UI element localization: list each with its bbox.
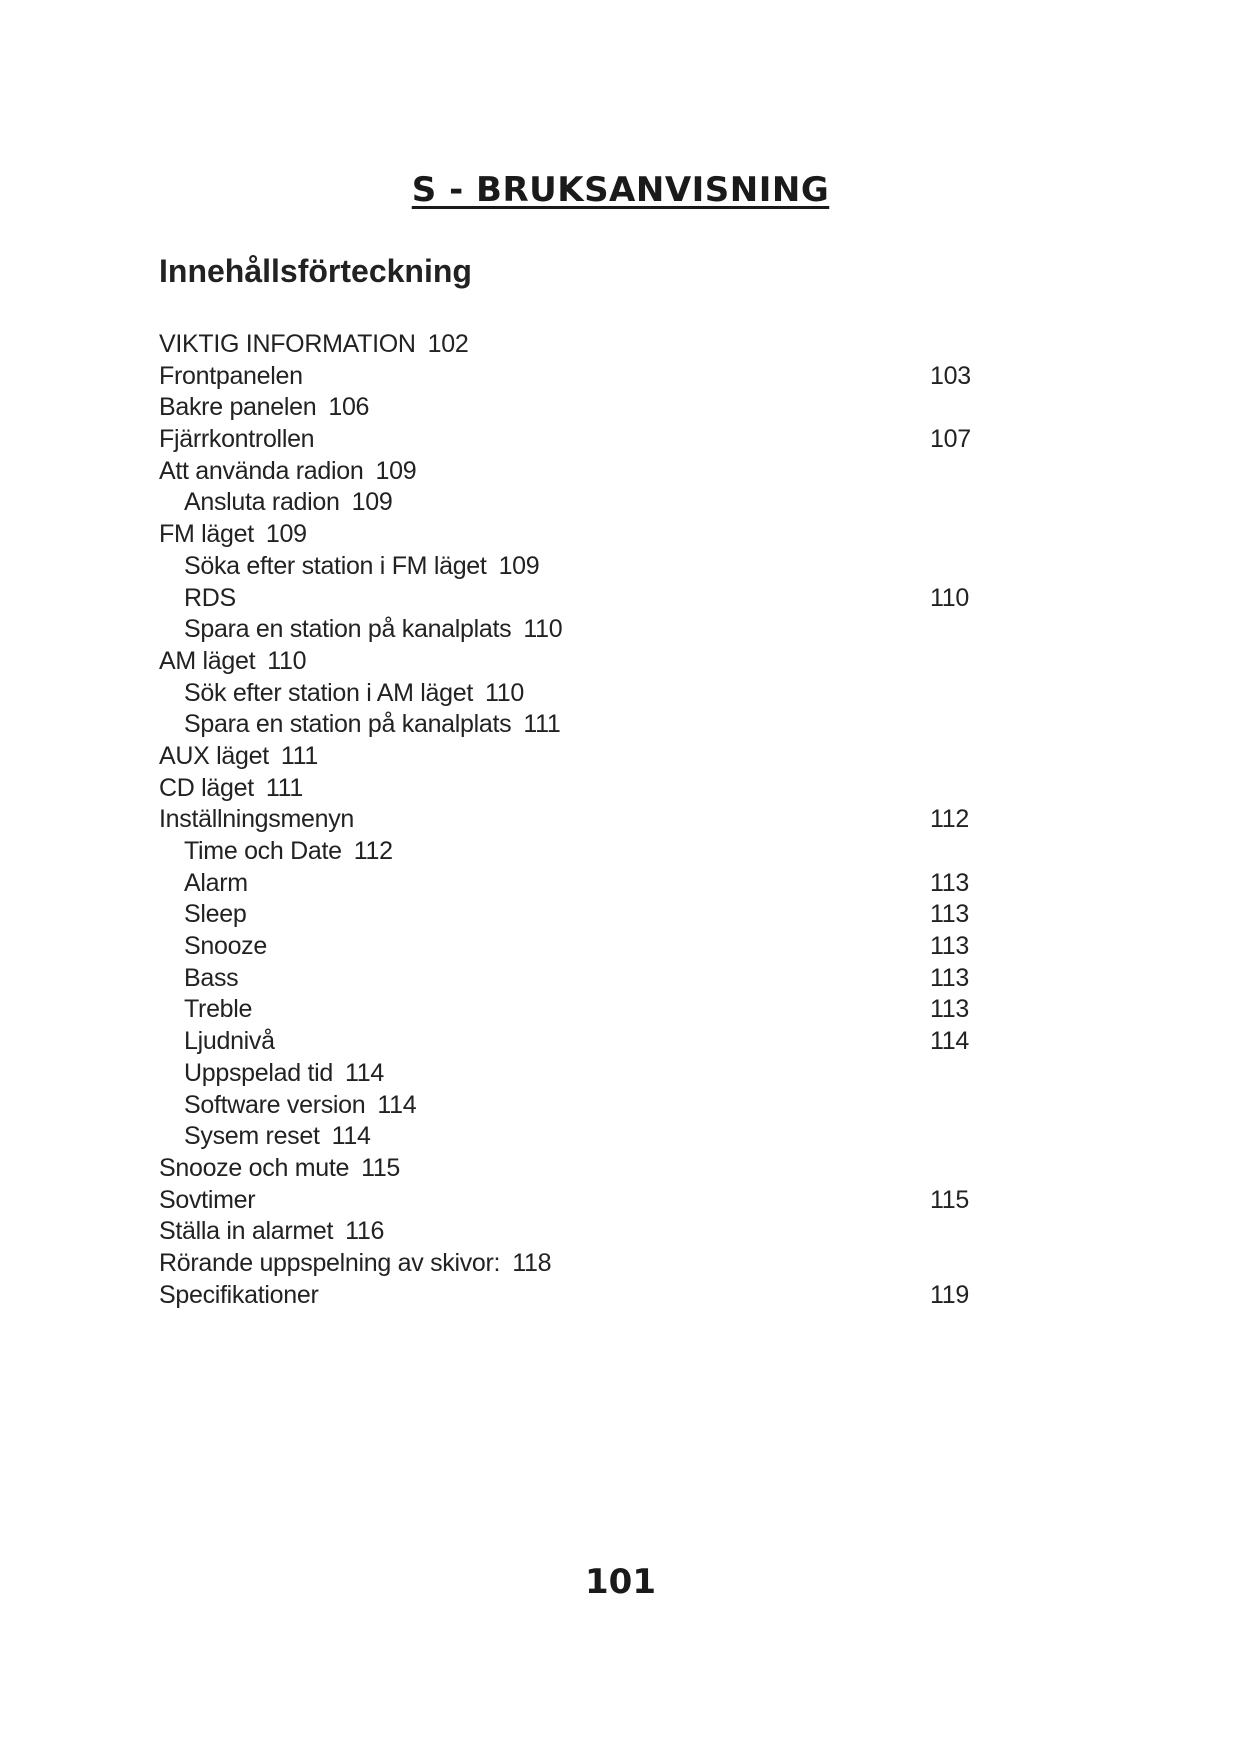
toc-entry[interactable]: [159, 678, 979, 710]
toc-entry-page: 111: [265, 773, 303, 802]
page-heading: S - BRUKSANVISNING: [411, 170, 830, 210]
toc-entry-page: 114: [331, 1122, 371, 1151]
toc-entry-title: Inställningsmenyn: [159, 805, 355, 834]
toc-entry-page: 109: [498, 551, 540, 580]
toc-entry[interactable]: [159, 614, 979, 646]
toc-entry-title: AM läget: [159, 646, 256, 675]
toc-entry-title: Alarm: [184, 868, 248, 897]
toc-entry-page: 103: [930, 361, 971, 390]
toc-entry-page: 110: [484, 678, 524, 707]
toc-entry-page: 112: [353, 837, 393, 865]
toc-entry-title: Spara en station på kanalplats: [184, 615, 512, 644]
toc-entry-page: 114: [930, 1027, 969, 1056]
toc-entry-page: 113: [930, 900, 969, 929]
toc-entry[interactable]: [159, 804, 979, 836]
toc-entry-title: RDS: [184, 583, 236, 612]
toc-entry-title: Söka efter station i FM läget: [184, 551, 487, 580]
toc-entry[interactable]: [159, 646, 979, 678]
toc-entry[interactable]: [159, 931, 979, 963]
toc-entry-title: Specifikationer: [159, 1280, 319, 1309]
toc-entry-title: Ljudnivå: [184, 1027, 275, 1056]
toc-entry-page: 118: [512, 1248, 552, 1277]
toc-entry[interactable]: [159, 1026, 979, 1058]
toc-entry-title: Uppspelad tid: [184, 1058, 333, 1087]
toc-entry-title: CD läget: [159, 773, 254, 802]
toc-entry[interactable]: [159, 1090, 979, 1122]
toc-entry[interactable]: [159, 741, 979, 773]
toc-entry-page: 116: [345, 1217, 385, 1246]
toc-entry[interactable]: [159, 519, 979, 551]
toc-entry-title: Bass: [184, 963, 239, 992]
toc-entry[interactable]: [159, 1248, 979, 1280]
toc-entry-title: Treble: [184, 995, 253, 1024]
toc-entry[interactable]: [159, 392, 979, 424]
toc-entry-page: 112: [930, 805, 969, 834]
toc-entry-page: 111: [523, 710, 561, 739]
toc-entry[interactable]: [159, 361, 979, 393]
toc-entry-title: Att använda radion: [159, 456, 364, 485]
toc-entry-title: Snooze: [184, 932, 267, 961]
toc-entry-page: 114: [377, 1090, 417, 1119]
toc-entry[interactable]: [159, 836, 979, 868]
toc-entry-page: 119: [930, 1280, 969, 1309]
toc-entry-page: 106: [328, 393, 370, 422]
toc-entry[interactable]: [159, 1216, 979, 1248]
toc-entry-title: Sleep: [184, 900, 247, 929]
toc-entry-title: Ansluta radion: [184, 488, 340, 517]
toc-entry-title: Rörande uppspelning av skivor:: [159, 1248, 501, 1277]
toc-entry-title: AUX läget: [159, 741, 269, 770]
toc-entry-title: FM läget: [159, 520, 254, 549]
table-of-contents: [159, 329, 979, 1311]
toc-entry-page: 111: [280, 741, 318, 770]
toc-entry[interactable]: [159, 709, 979, 741]
toc-entry[interactable]: [159, 963, 979, 995]
toc-entry-page: 110: [523, 615, 563, 644]
toc-entry-page: 113: [930, 932, 969, 961]
toc-entry-title: Sovtimer: [159, 1185, 256, 1214]
toc-entry[interactable]: [159, 1121, 979, 1153]
toc-entry-page: 114: [344, 1058, 384, 1087]
toc-entry-title: Time och Date: [184, 837, 342, 865]
toc-entry[interactable]: [159, 487, 979, 519]
toc-entry-page: 109: [265, 520, 307, 549]
toc-entry[interactable]: [159, 329, 979, 361]
toc-entry-title: Frontpanelen: [159, 361, 303, 390]
toc-title: Innehållsförteckning: [159, 253, 472, 289]
toc-entry-title: VIKTIG INFORMATION: [159, 330, 416, 358]
toc-entry-page: 115: [361, 1153, 401, 1182]
page-number: 101: [585, 1562, 656, 1602]
toc-entry[interactable]: [159, 1280, 979, 1312]
toc-entry-title: Sök efter station i AM läget: [184, 678, 473, 707]
toc-entry[interactable]: [159, 1185, 979, 1217]
toc-entry-title: Snooze och mute: [159, 1153, 350, 1182]
toc-entry-title: Ställa in alarmet: [159, 1217, 334, 1246]
toc-entry[interactable]: [159, 868, 979, 900]
toc-entry-page: 113: [930, 963, 969, 992]
toc-entry[interactable]: [159, 583, 979, 615]
toc-entry[interactable]: [159, 1058, 979, 1090]
toc-entry-page: 110: [930, 583, 969, 612]
toc-entry-page: 109: [351, 488, 393, 517]
toc-entry-title: Bakre panelen: [159, 393, 317, 422]
toc-entry[interactable]: [159, 424, 979, 456]
toc-entry[interactable]: [159, 773, 979, 805]
toc-entry[interactable]: [159, 1153, 979, 1185]
toc-entry-page: 110: [267, 646, 307, 675]
toc-entry[interactable]: [159, 994, 979, 1026]
toc-entry[interactable]: [159, 899, 979, 931]
toc-entry-page: 107: [930, 425, 971, 454]
toc-entry[interactable]: [159, 456, 979, 488]
toc-entry-page: 109: [375, 456, 417, 485]
toc-entry-page: 113: [930, 868, 969, 897]
toc-entry-title: Fjärrkontrollen: [159, 425, 315, 454]
toc-entry-title: Software version: [184, 1090, 366, 1119]
toc-entry-title: Spara en station på kanalplats: [184, 710, 512, 739]
toc-entry-title: Sysem reset: [184, 1122, 320, 1151]
toc-entry-page: 102: [427, 330, 469, 358]
toc-entry[interactable]: [159, 551, 979, 583]
toc-entry-page: 113: [930, 995, 969, 1024]
toc-entry-page: 115: [930, 1185, 969, 1214]
